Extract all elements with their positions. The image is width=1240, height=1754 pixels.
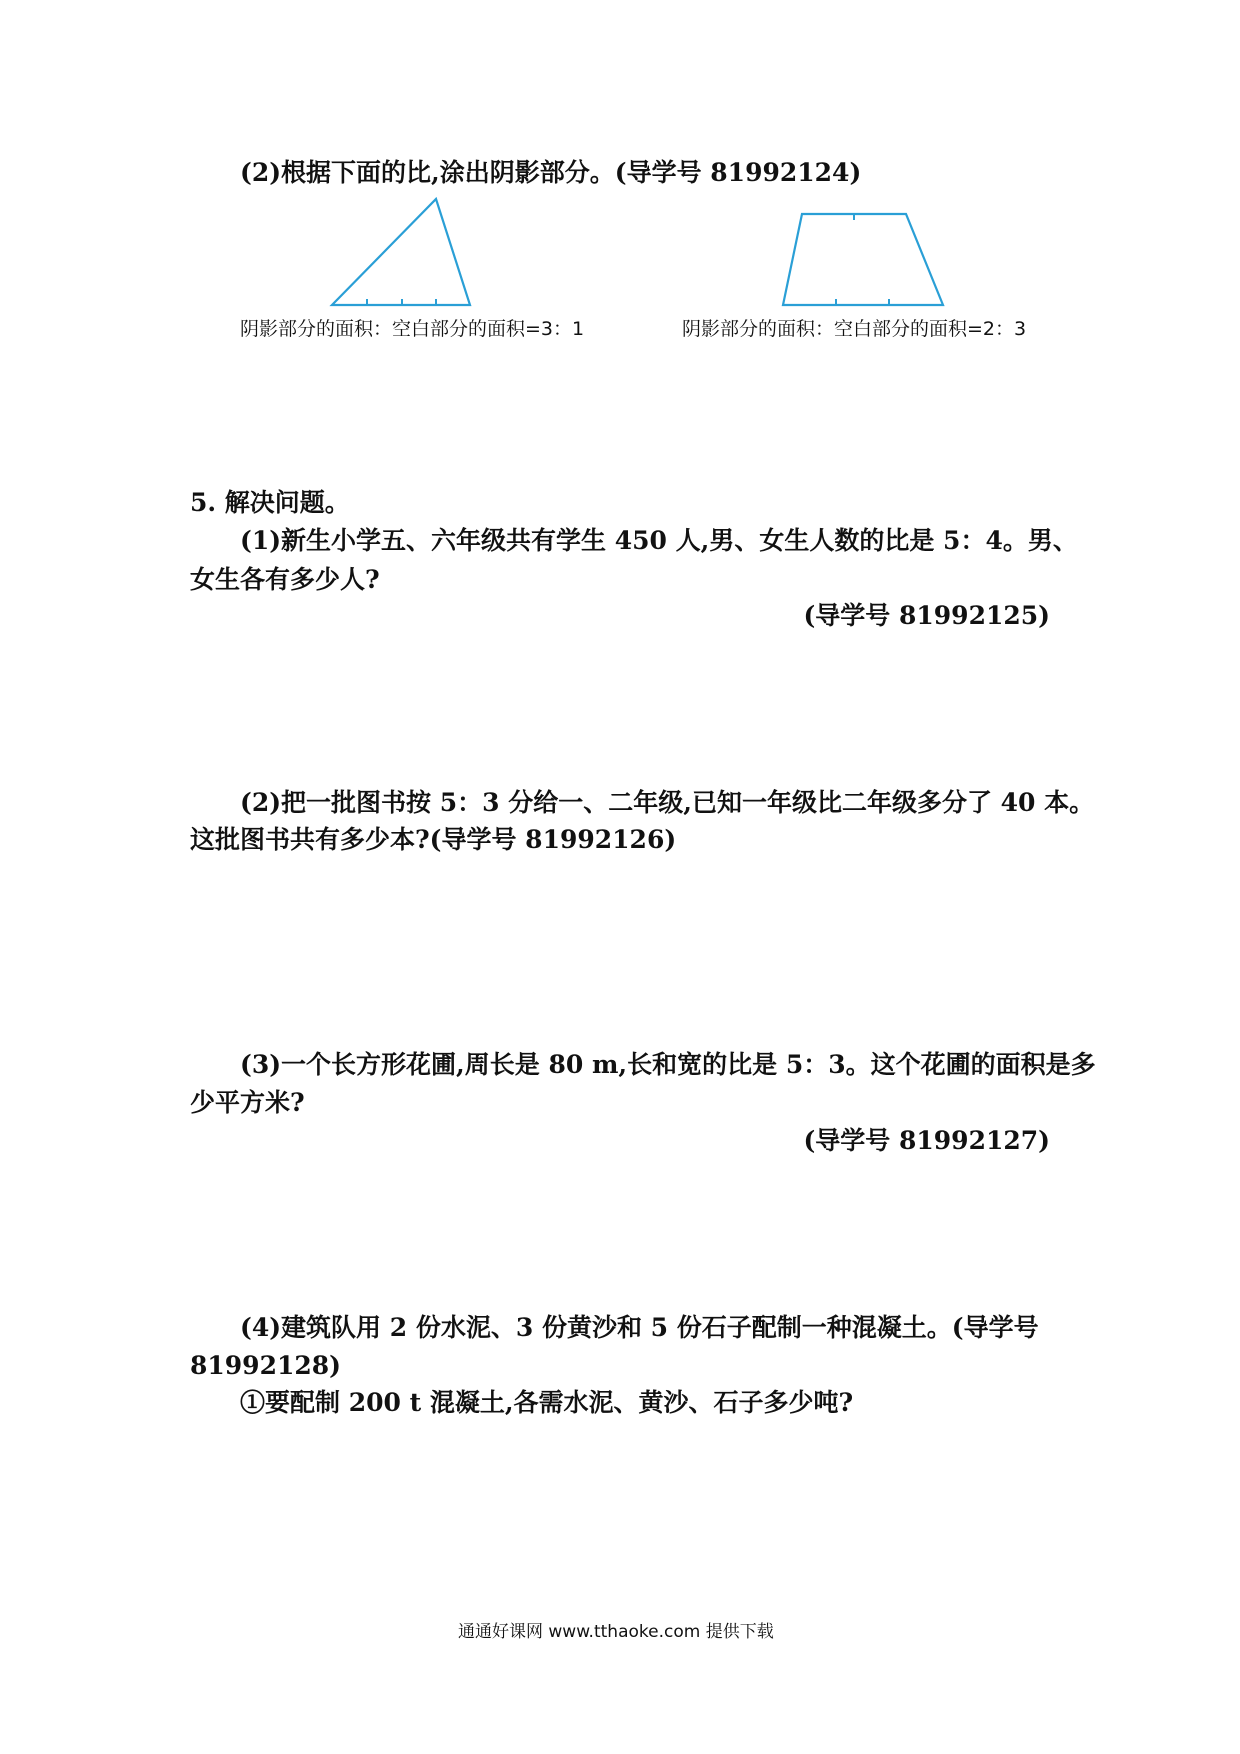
- trapezoid-caption: 阴影部分的面积：空白部分的面积=2：3: [682, 318, 1027, 340]
- question-5-4-line-2: 81992128): [190, 1351, 341, 1380]
- question-5-4-sub-1: ①要配制 200 t 混凝土,各需水泥、黄沙、石子多少吨?: [240, 1388, 854, 1417]
- question-5-1-line-2: 女生各有多少人?: [190, 565, 380, 594]
- question-5-3-line-1: (3)一个长方形花圃,周长是 80 m,长和宽的比是 5：3。这个花圃的面积是多: [240, 1050, 1096, 1079]
- question-5-1-line-1: (1)新生小学五、六年级共有学生 450 人,男、女生人数的比是 5：4。男、: [240, 526, 1078, 555]
- triangle-outline: [332, 199, 470, 305]
- trapezoid-figure: [780, 210, 950, 310]
- triangle-figure: [320, 195, 480, 310]
- question-5-2-line-1: (2)把一批图书按 5：3 分给一、二年级,已知一年级比二年级多分了 40 本。: [240, 788, 1095, 817]
- section-5-heading: 5. 解决问题。: [190, 488, 350, 517]
- question-5-3-reference: (导学号 81992127): [803, 1126, 1050, 1155]
- question-5-1-reference: (导学号 81992125): [803, 601, 1050, 630]
- question-4-2-text: (2)根据下面的比,涂出阴影部分。(导学号 81992124): [240, 158, 862, 187]
- trapezoid-outline: [783, 214, 943, 305]
- footer-text: 通通好课网 www.tthaoke.com 提供下载: [458, 1622, 774, 1642]
- question-5-2-line-2: 这批图书共有多少本?(导学号 81992126): [190, 825, 677, 854]
- triangle-caption: 阴影部分的面积：空白部分的面积=3：1: [240, 318, 585, 340]
- question-5-3-line-2: 少平方米?: [190, 1088, 305, 1117]
- question-5-4-line-1: (4)建筑队用 2 份水泥、3 份黄沙和 5 份石子配制一种混凝土。(导学号: [240, 1313, 1039, 1342]
